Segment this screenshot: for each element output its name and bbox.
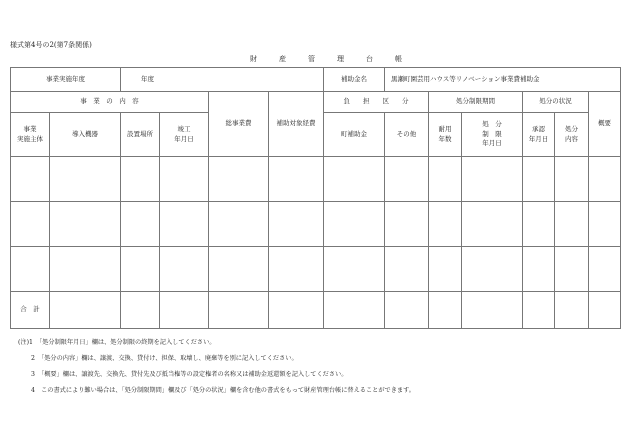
cell[interactable]	[555, 157, 589, 202]
disposal-limit-date-header: 処 分 制 限 年月日	[462, 113, 523, 157]
cell[interactable]	[269, 157, 324, 202]
cell[interactable]	[589, 157, 621, 202]
location-header: 設置場所	[121, 113, 160, 157]
cell[interactable]	[523, 157, 555, 202]
cell[interactable]	[160, 157, 209, 202]
total-cost-header: 総事業費	[209, 92, 269, 157]
summary-header: 概要	[589, 92, 621, 157]
year-value: 年度	[121, 68, 324, 92]
cell[interactable]	[462, 247, 523, 292]
total-row	[11, 292, 621, 329]
cell[interactable]	[462, 157, 523, 202]
cell[interactable]	[209, 202, 269, 247]
cell[interactable]	[50, 292, 121, 329]
cell[interactable]	[429, 202, 462, 247]
title-char: 台	[366, 55, 373, 63]
title-char: 理	[337, 55, 344, 63]
year-label: 事業実施年度	[11, 68, 121, 92]
cell[interactable]	[209, 157, 269, 202]
cell[interactable]	[11, 202, 50, 247]
cell[interactable]	[555, 247, 589, 292]
title-char: 産	[279, 55, 286, 63]
equipment-header: 導入機器	[50, 113, 121, 157]
cell[interactable]	[121, 247, 160, 292]
cell[interactable]	[121, 157, 160, 202]
burden-group-header: 負 担 区 分	[324, 92, 429, 113]
cell[interactable]	[269, 247, 324, 292]
entity-header: 事業 実施主体	[11, 113, 50, 157]
title-char: 管	[308, 55, 315, 63]
cell[interactable]	[555, 202, 589, 247]
cell[interactable]	[209, 292, 269, 329]
cell[interactable]	[50, 157, 121, 202]
cell[interactable]	[429, 247, 462, 292]
table-row	[11, 157, 621, 202]
note-1: (注)1 「処分制限年月日」欄は、処分制限の終期を記入してください。	[18, 339, 216, 346]
cell[interactable]	[269, 292, 324, 329]
title-char: 帳	[395, 55, 402, 63]
cell[interactable]	[589, 202, 621, 247]
subsidy-value: 黒瀬町園芸用ハウス等リノベーション事業費補助金	[385, 68, 621, 92]
cell[interactable]	[160, 202, 209, 247]
table-row	[11, 202, 621, 247]
cell[interactable]	[523, 292, 555, 329]
cell[interactable]	[324, 292, 385, 329]
cell[interactable]	[385, 157, 429, 202]
disposal-period-header: 処分制限期間	[429, 92, 523, 113]
cell[interactable]	[160, 247, 209, 292]
cell[interactable]	[324, 157, 385, 202]
cell[interactable]	[11, 157, 50, 202]
cell[interactable]	[385, 247, 429, 292]
table-row	[11, 247, 621, 292]
cell[interactable]	[50, 202, 121, 247]
cell[interactable]	[385, 202, 429, 247]
cell[interactable]	[324, 202, 385, 247]
document-title	[250, 54, 424, 64]
disposal-content-header: 処分 内容	[555, 113, 589, 157]
cell[interactable]	[523, 202, 555, 247]
cell[interactable]	[121, 292, 160, 329]
cell[interactable]	[160, 292, 209, 329]
completion-header: 竣工 年月日	[160, 113, 209, 157]
cell[interactable]	[50, 247, 121, 292]
title-char: 財	[250, 55, 257, 63]
useful-life-header: 耐用 年数	[429, 113, 462, 157]
note-4: 4 この書式により難い場合は、「処分制限期間」欄及び「処分の状況」欄を含む他の書式をもって財産管理台帳に替えることができます。	[31, 387, 415, 394]
cell[interactable]	[11, 247, 50, 292]
cell[interactable]	[462, 292, 523, 329]
notes	[18, 337, 415, 401]
total-label: 合 計	[11, 292, 50, 329]
town-subsidy-header: 町補助金	[324, 113, 385, 157]
cell[interactable]	[385, 292, 429, 329]
cell[interactable]	[269, 202, 324, 247]
asset-ledger-table	[10, 67, 621, 329]
cell[interactable]	[589, 247, 621, 292]
cell[interactable]	[589, 292, 621, 329]
subsidy-label: 補助金名	[324, 68, 385, 92]
cell[interactable]	[121, 202, 160, 247]
content-group-header: 事 業 の 内 容	[11, 92, 209, 113]
note-2: 2 「処分の内容」欄は、譲渡、交換、貸付け、担保、取壊し、廃棄等を別に記入してください。	[31, 355, 298, 362]
note-3: 3 「概要」欄は、譲渡先、交換先、貸付先及び抵当権等の設定権者の名称又は補助金返還額を記入してください。	[31, 371, 348, 378]
cell[interactable]	[324, 247, 385, 292]
cell[interactable]	[523, 247, 555, 292]
cell[interactable]	[209, 247, 269, 292]
other-header: その他	[385, 113, 429, 157]
eligible-cost-header: 補助対象経費	[269, 92, 324, 157]
cell[interactable]	[429, 157, 462, 202]
cell[interactable]	[555, 292, 589, 329]
disposal-status-header: 処分の状況	[523, 92, 589, 113]
form-id: 様式第4号の2(第7条関係)	[10, 41, 92, 49]
approval-date-header: 承認 年月日	[523, 113, 555, 157]
cell[interactable]	[429, 292, 462, 329]
cell[interactable]	[462, 202, 523, 247]
